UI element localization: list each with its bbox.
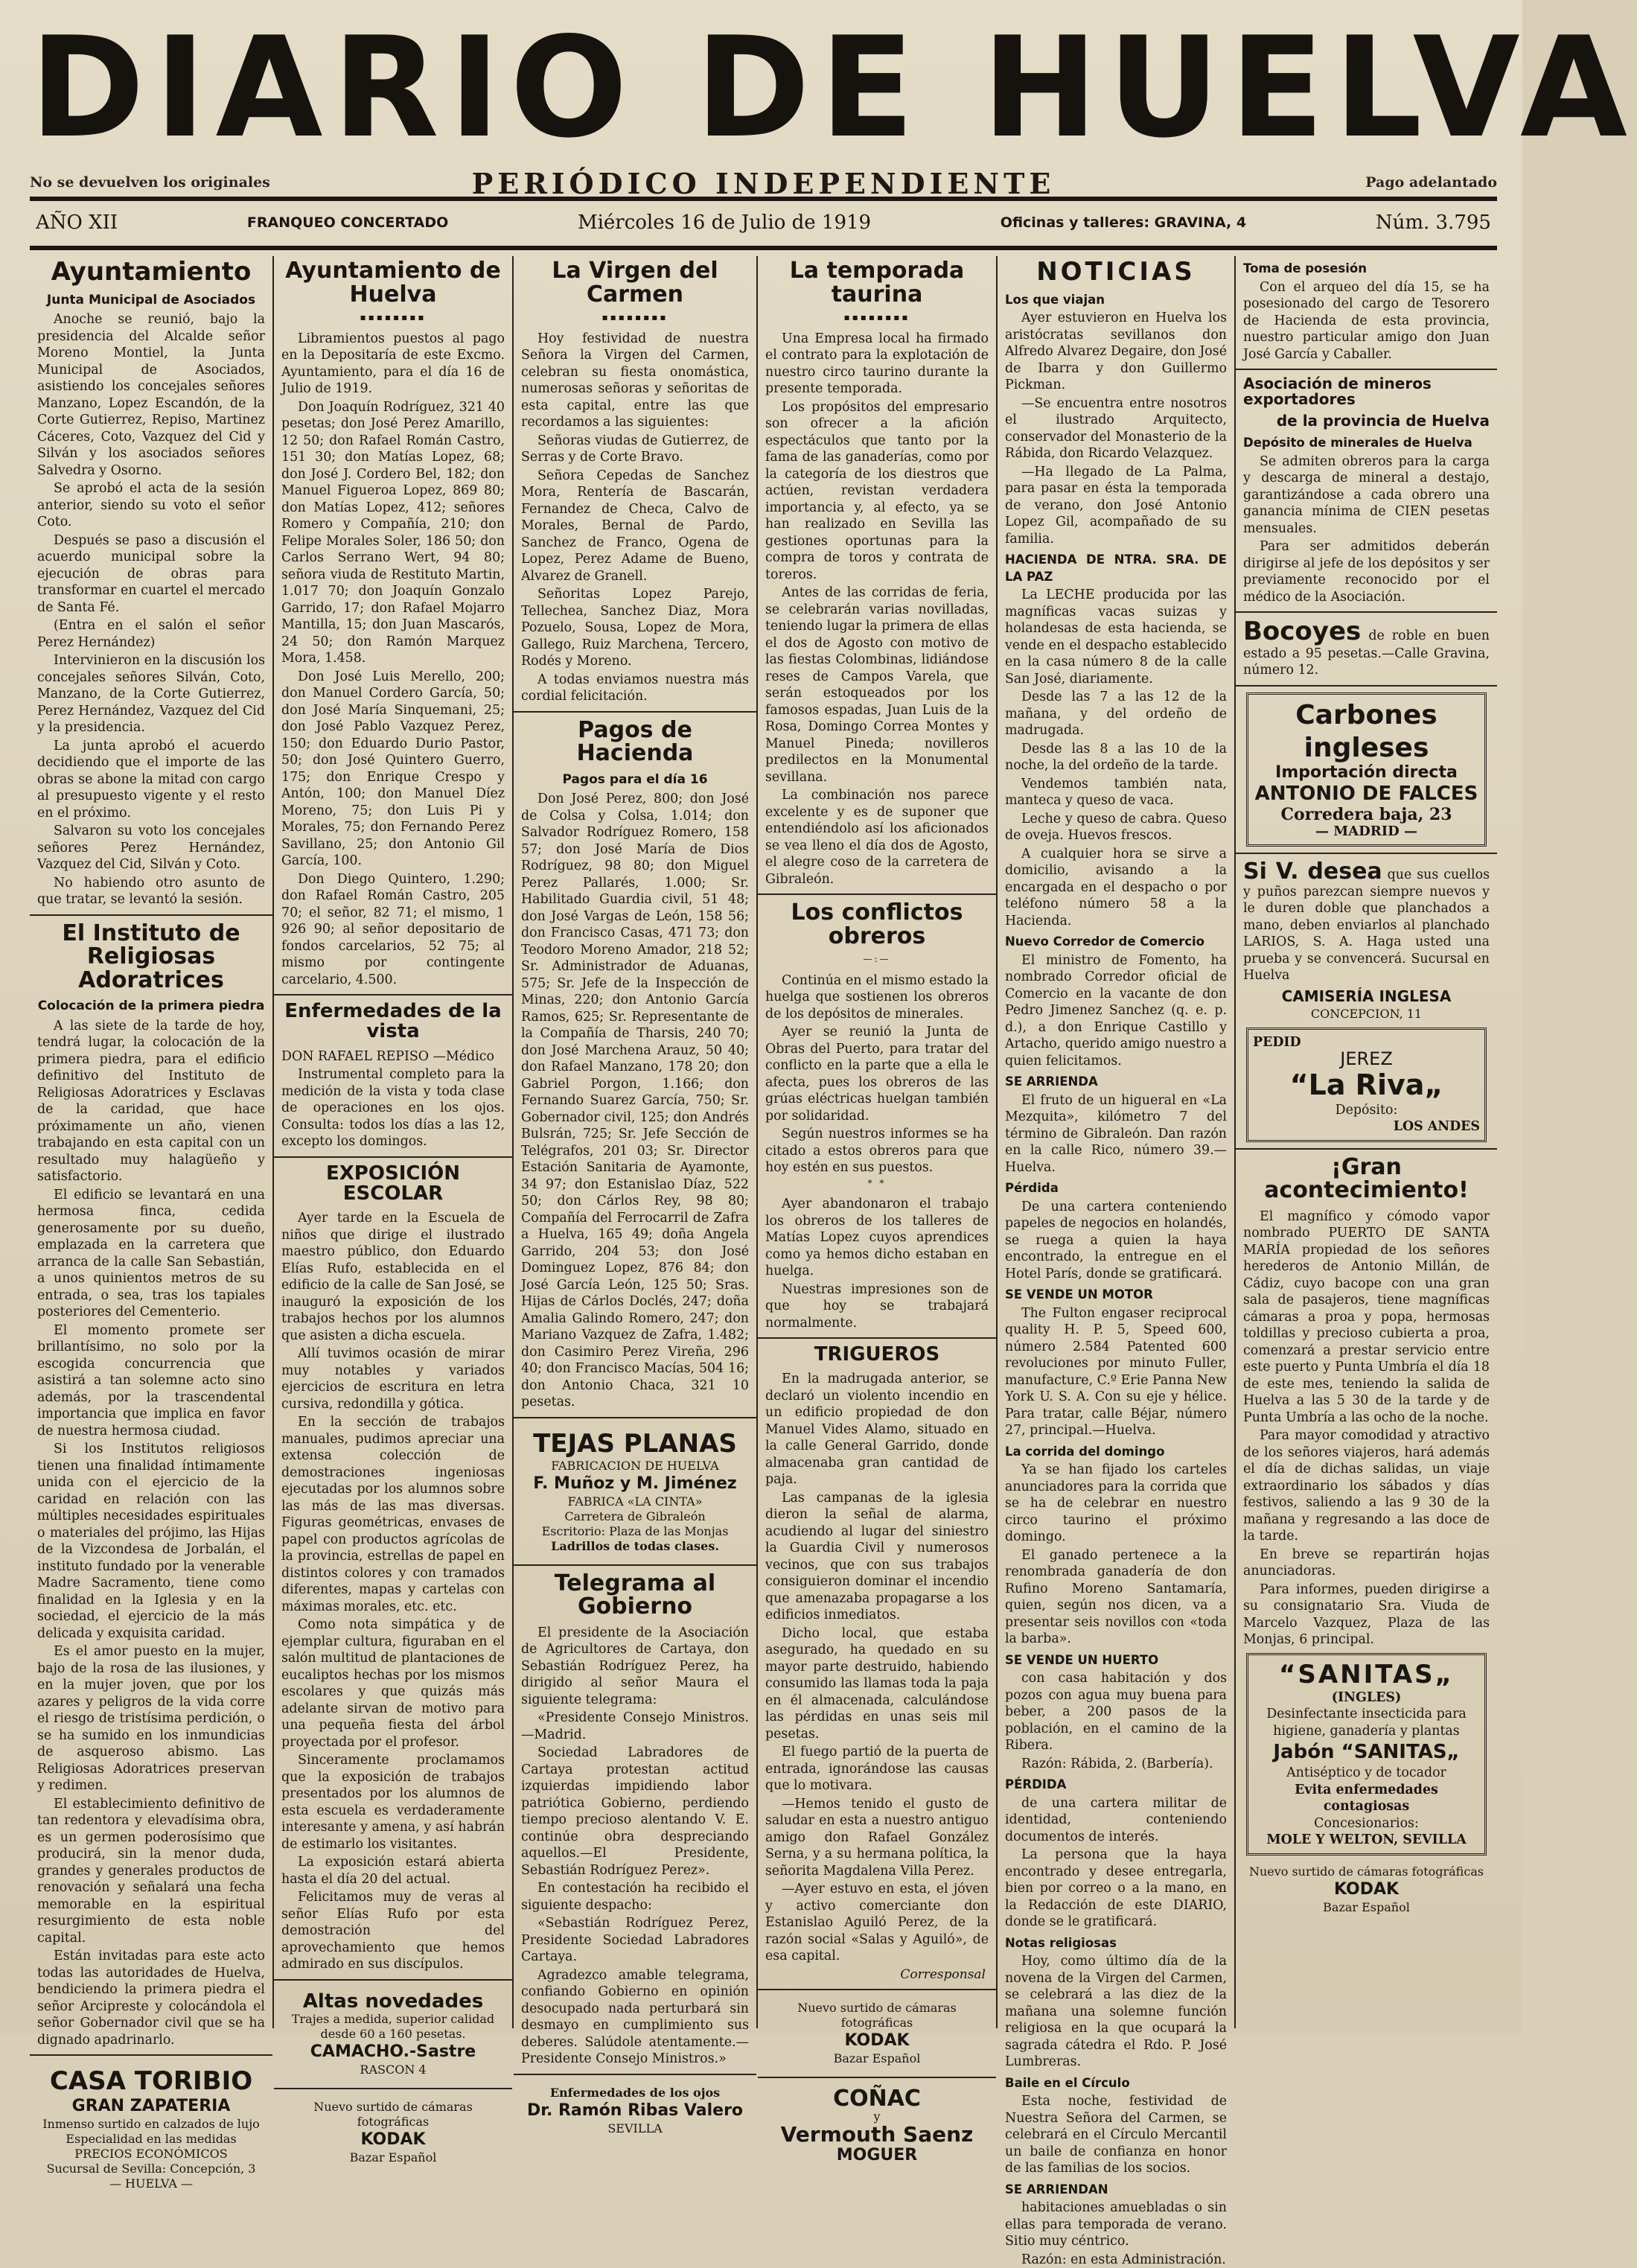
article-heading: de la provincia de Huelva	[1276, 412, 1490, 430]
divider	[1236, 853, 1497, 854]
paragraph: El edificio se levantará en una hermosa finca, cedida generosamente por su dueño, emplazada en la carretera que arranca de la calle San Sebastián, a unos quinientos metros de su entrada, o sea, tras los tapiales posteriores del Cementerio.	[37, 1187, 265, 1320]
ad-line: Enfermedades de los ojos	[549, 2085, 721, 2100]
issue-date: Miércoles 16 de Julio de 1919	[577, 211, 872, 234]
article-heading: Pagos de Hacienda	[576, 716, 694, 766]
column-3	[514, 256, 758, 2135]
paragraph: Hoy festividad de nuestra Señora la Virgen del Carmen, celebran su fiesta onomástica, numerosas señoras y señoritas de esta capital, entre las que recordamos a las siguientes:	[521, 331, 749, 430]
news-subhead: SE VENDE UN MOTOR	[1005, 1287, 1153, 1302]
ad-line: Sucursal de Sevilla: Concepción, 3	[46, 2162, 256, 2176]
divider	[758, 893, 996, 895]
ad-heading: Enfermedades de la vista	[284, 1000, 502, 1043]
news-subhead: SE VENDE UN HUERTO	[1005, 1652, 1159, 1667]
info-bar	[30, 204, 1497, 241]
article-heading: Los conflictos obreros	[791, 899, 963, 949]
paragraph: El fuego partió de la puerta de entrada, ignorándose las causas que lo motivara.	[765, 1745, 989, 1794]
ad-line: Carretera de Gibraleón	[564, 1509, 706, 1523]
ad-line: Corredera baja, 23	[1280, 805, 1452, 825]
article-kicker: Pagos para el día 16	[562, 771, 708, 787]
news-subhead: SE ARRIENDA	[1005, 1074, 1098, 1089]
column-2	[274, 256, 514, 2165]
news-subhead: Notas religiosas	[1005, 1935, 1117, 1950]
paragraph: —Hemos tenido el gusto de saludar en esta a nuestro antiguo amigo don Rafael González Serna, y a su hermana política, la señorita Magdalena Villa Perez.	[765, 1796, 989, 1879]
paragraph: Para mayor comodidad y atractivo de los señores viajeros, hará además el día de dichas salidas, un viaje extraordinario los sábados y días festivos, saliendo a las 9 30 de la mañana y regresando a las doce de la tarde.	[1243, 1428, 1490, 1544]
divider	[758, 1337, 996, 1339]
ad-line: Nuevo surtido de cámaras fotográficas	[797, 2001, 957, 2030]
masthead-right-note: Pago adelantado	[1365, 174, 1497, 191]
divider	[514, 1564, 756, 1566]
paragraph: Desde las 7 a las 12 de la mañana, y del ordeño de madrugada.	[1005, 689, 1227, 739]
ad-kodak	[281, 2095, 505, 2170]
ad-line: que sus cuellos y puños parezcan siempre nuevos y le duren doble que planchados a mano, deben enviarlos al planchado LARIOS, S. A. Haga usted una prueba y se convencerá. Sucursal en Huelva	[1243, 867, 1490, 984]
ad-title: “La Riva„	[1289, 1068, 1443, 1101]
newspaper-title: DIARIO DE HUELVA	[30, 7, 1637, 168]
paragraph: El magnífico y cómodo vapor nombrado PUERTO DE SANTA MARÍA propiedad de los señores herederos de Antonio Millán, de Cádiz, cuyo bacope con una gran sala de pasajeros, tiene magníficas cámaras a proa y popa, hermosas toldillas y precioso cubierta a proa, comenzará a prestar servicio entre este puerto y Punta Umbría el día 18 de este mes, teniendo la salida de Huelva a las 5 30 de la tarde y de Punta Umbría a las ocho de la noche.	[1243, 1208, 1490, 1425]
ad-line: Bazar Español	[349, 2150, 437, 2165]
ad-line: Importación directa	[1275, 762, 1458, 782]
ad-line: Bazar Español	[1323, 1899, 1410, 1914]
paragraph: Don José Luis Merello, 200; don Manuel Cordero García, 50; don José María Sinquemani, 25; don José Pablo Vazquez Perez, 150; don Eduardo Durio Pastor, 50; don José Quintero Guerro, 175; don Enrique Crespo y Antón, 100; don Manuel Díez Moreno, 75; don Luis Pi y Morales, 75; don Fernando Perez Savillano, 25; don Antonio Gil García, 100.	[281, 669, 505, 868]
paragraph: Razón: Rábida, 2. (Barbería).	[1021, 1756, 1213, 1771]
ad-line: Concesionarios:	[1314, 1815, 1419, 1831]
paragraph: A todas enviamos nuestra más cordial felicitación.	[521, 672, 749, 704]
news-subhead: HACIENDA DE NTRA. SRA. DE LA PAZ	[1005, 552, 1227, 584]
article-heading: EXPOSICIÓN ESCOLAR	[326, 1162, 460, 1205]
ad-kodak	[765, 1996, 989, 2071]
ornament: —:—	[863, 954, 891, 964]
paragraph: Después se paso a discusión el acuerdo municipal sobre la ejecución de obras para transformar en cuartel el mercado de Santa Fé.	[37, 532, 265, 615]
news-subhead: Pérdida	[1005, 1181, 1059, 1196]
ad-sanitas	[1246, 1653, 1487, 1856]
paragraph: «Presidente Consejo Ministros.—Madrid.	[521, 1710, 749, 1742]
paragraph: La junta aprobó el acuerdo decidiendo que el importe de las obras se abone la mitad con cargo al presupuesto vigente y el resto en el próximo.	[37, 738, 265, 821]
paragraph: A cualquier hora se sirve a domicilio, avisando a la encargada en el despacho o por teléfono número 58 a la Hacienda.	[1005, 846, 1227, 928]
paragraph: Ayer tarde en la Escuela de niños que dirige el ilustrado maestro público, don Eduardo Elías Rufo, establecida en el edificio de la calle de San José, se inauguró la exposición de los trabajos hechos por los alumnos que asisten a dicha escuela.	[281, 1211, 505, 1343]
divider	[1236, 1148, 1497, 1150]
paragraph: Felicitamos muy de veras al señor Elías Rufo por esta demostración del aprovechamiento que hemos admirado en sus discípulos.	[281, 1890, 505, 1972]
paragraph: El ganado pertenece a la renombrada ganadería de don Rufino Moreno Santamaría, quien, según nos dicen, va a presentar seis novillos con «toda la barba».	[1005, 1547, 1227, 1647]
news-subhead: Depósito de minerales de Huelva	[1243, 436, 1472, 450]
paragraph: Señoritas Lopez Parejo, Tellechea, Sanchez Diaz, Mora Pozuelo, Sousa, Lopez de Mora, Gallego, Ruiz Marchena, Tercero, Rodés y Moreno.	[521, 587, 749, 669]
column-1	[30, 256, 274, 2191]
paragraph: Se aprobó el acta de la sesión anterior, siendo su voto el señor Coto.	[37, 481, 265, 530]
paragraph: Si los Institutos religiosos tienen una finalidad íntimamente unida con el ejercicio de la caridad en relación con las múltiples necesidades espirituales o materiales del prójimo, las Hijas de la Vizcondesa de Jorbalán, el instituto fundado por la venerable Madre Sacramento, tiene como finalidad en la Iglesia y en la sociedad, el ejercicio de la más delicada y exquisita caridad.	[37, 1442, 265, 1641]
ad-line: MOLE Y WELTON, SEVILLA	[1266, 1832, 1467, 1848]
news-subhead: Los que viajan	[1005, 292, 1105, 307]
paragraph: Es el amor puesto en la mujer, bajo de la rosa de las ilusiones, y en la mujer joven, que por los azares y peligros de la vida corre el riesgo de tristísima perdición, o se ha sumido en los inmundicias de asqueroso abismo. Las Religiosas Adoratrices preservan y redimen.	[37, 1644, 265, 1794]
divider	[274, 1156, 512, 1158]
paragraph: con casa habitación y dos pozos con agua muy buena para beber, a 200 pasos de la población, en el camino de la Ribera.	[1005, 1671, 1227, 1753]
ad-title: Si V. desea	[1243, 859, 1382, 885]
paragraph: Don Joaquín Rodríguez, 321 40 pesetas; don José Perez Amarillo, 12 50; don Rafael Román Castro, 151 30; don Matías Lopez, 68; don José J. Cordero Bel, 182; don Manuel Figueroa Lopez, 869 80; don Matías Lopez, 412; señores Romero y Compañía, 210; don Felipe Morales Soler, 186 50; don Carlos Serrano Wert, 94 80; señora viuda de Restituto Martin, 1.017 70; don Joaquín Gonzalo Garrido, 17; don Rafael Mojarro Mantilla, 15; don Juan Mascarós, 24 50; don Ramón Marquez Mora, 1.458.	[281, 399, 505, 666]
ad-name: CAMISERÍA INGLESA	[1281, 987, 1452, 1005]
section-heading-noticias: NOTICIAS	[1036, 257, 1196, 287]
paragraph: El ministro de Fomento, ha nombrado Corredor oficial de Comercio en la vacante de don Pedro Jimenez Sanchez (q. e. p. d.), a don Enrique Castillo y Artacho, querido amigo nuestro a quien felicitamos.	[1005, 952, 1227, 1068]
news-subhead: Baile en el Círculo	[1005, 2075, 1130, 2090]
ad-bocoyes	[1243, 619, 1490, 679]
ad-name: KODAK	[1333, 1879, 1400, 1899]
ad-line: PRECIOS ECONÓMICOS	[74, 2147, 228, 2162]
divider	[30, 914, 272, 916]
paragraph: Están invitadas para este acto todas las autoridades de Huelva, bendiciendo la primera piedra el señor Arcipreste y colocándola el señor Gobernador civil que se ha dignado apadrinarlo.	[37, 1949, 265, 2048]
column-5	[998, 256, 1236, 2267]
paragraph: A las siete de la tarde de hoy, tendrá lugar, la colocación de la primera piedra, para el edificio definitivo del Instituto de Religiosas Adoratrices y Esclavas de la caridad, que hace próximamente un año, vienen trabajando en esta capital con un resultado muy halagüeño y satisfactorio.	[37, 1018, 265, 1185]
paragraph: —Ha llegado de La Palma, para pasar en ésta la temporada de verano, don José Antonio Lopez Gil, acompañado de su familia.	[1005, 464, 1227, 547]
paragraph: Intervinieron en la discusión los concejales señores Silván, Coto, Manzano, de la Corte Gutierrez, Perez Hernández, Vazquez del Cid y la presidencia.	[37, 653, 265, 736]
article-heading: Ayuntamiento de Huelva	[285, 258, 501, 308]
ad-line: Ladrillos de todas clases.	[551, 1538, 719, 1553]
ad-line: Escritorio: Plaza de las Monjas	[541, 1523, 729, 1538]
ad-address	[1243, 984, 1490, 1023]
ad-line: DON RAFAEL REPISO —Médico	[281, 1048, 494, 1064]
paragraph: Antes de las corridas de feria, se celebrarán varias novilladas, teniendo lugar la primera de ellas el dos de Agosto con motivo de las fiestas Colombinas, lidiándose reses de Campos Varela, que serán estoqueados por los famosos espadas, Juan Luis de la Rosa, Domingo Correa Montes y Manuel Pineda; novilleros predilectos en la Monumental sevillana.	[765, 585, 989, 785]
ad-line: Evita enfermedades contagiosas	[1295, 1782, 1438, 1815]
ad-title: Carbones ingleses	[1295, 699, 1437, 763]
paragraph: En la sección de trabajos manuales, pudimos apreciar una extensa colección de demostraciones ingeniosas ejecutadas por los alumnos sobre las más de las mas diversas. Figuras geométricas, envases de papel con productos agrícolas de la provincia, estrellas de papel en distintos colores y con tramados diferentes, mapas y cartelas con máximas morales, etc. etc.	[281, 1415, 505, 1614]
news-subhead: Nuevo Corredor de Comercio	[1005, 934, 1205, 949]
paragraph: —Ayer estuvo en esta, el jóven y activo comerciante don Estanislao Aguiló Perez, de la razón social «Salas y Aguiló», de esa capital.	[765, 1882, 989, 1964]
paragraph: Agradezco amable telegrama, confiando Gobierno en opinión desocupado nada perturbará sin desmayo en cumplimiento sus deberes. Salúdole atentamente.—Presidente Consejo Ministros.»	[521, 1967, 749, 2066]
ornament: * *	[867, 1177, 887, 1188]
signature: Corresponsal	[900, 1966, 986, 1982]
ad-line: Especialidad en las medidas	[66, 2132, 237, 2147]
newspaper-subtitle: PERIÓDICO INDEPENDIENTE	[471, 167, 1056, 200]
ad-line: SEVILLA	[607, 2121, 663, 2135]
news-subhead: PÉRDIDA	[1005, 1777, 1067, 1792]
ad-line: Trajes a medida, superior calidad desde 60 a 160 pesetas.	[291, 2011, 495, 2041]
ad-line: Nuevo surtido de cámaras fotográficas	[313, 2099, 473, 2129]
column-4	[758, 256, 998, 2165]
divider	[758, 2077, 996, 2078]
paragraph: Una Empresa local ha firmado el contrato para la explotación de nuestro circo taurino durante la presente temporada.	[765, 331, 989, 396]
divider	[1236, 611, 1497, 613]
ad-line: FABRICA «LA CINTA»	[567, 1494, 703, 1509]
year-label: AÑO XII	[36, 211, 118, 234]
ad-carbones-ingleses	[1246, 692, 1487, 847]
column-6	[1236, 256, 1497, 2028]
article-heading: La temporada taurina	[789, 258, 965, 308]
ad-line: LOS ANDES	[1393, 1119, 1480, 1135]
ad-name: CAMACHO.-Sastre	[310, 2042, 476, 2061]
divider	[514, 711, 756, 713]
ad-ribas-valero	[521, 2081, 749, 2141]
ad-subtitle: GRAN ZAPATERIA	[71, 2097, 231, 2116]
article-heading: ¡Gran acontecimiento!	[1264, 1153, 1469, 1204]
paragraph: Sinceramente proclamamos que la exposición de trabajos presentados por los alumnos de esta escuela es verdaderamente interesante y amena, y así habrán de estimarlo los visitantes.	[281, 1753, 505, 1852]
ad-line: de roble en buen estado a 95 pesetas.—Calle Gravina, número 12.	[1243, 628, 1490, 678]
masthead	[30, 6, 1637, 200]
ad-line: Bazar Español	[833, 2051, 921, 2066]
paragraph: Para informes, pueden dirigirse a su consignatario Sra. Viuda de Marcelo Vazquez, Plaza de las Monjas, 6 principal.	[1243, 1581, 1490, 1648]
ad-city: MOGUER	[836, 2146, 918, 2165]
ad-casa-toribio	[37, 2062, 265, 2196]
article-heading: Ayuntamiento	[51, 257, 252, 287]
ad-title: Altas novedades	[302, 1990, 484, 2013]
masthead-left-note: No se devuelven los originales	[30, 174, 270, 191]
ad-line: Inmenso surtido en calzados de lujo	[42, 2117, 260, 2132]
ad-kodak	[1243, 1860, 1490, 1920]
paragraph: Nuestras impresiones son de que hoy se trabajará normalmente.	[765, 1281, 989, 1331]
ad-title: Bocoyes	[1243, 617, 1362, 646]
paragraph: En contestación ha recibido el siguiente despacho:	[521, 1881, 749, 1913]
ad-line: y	[873, 2109, 881, 2124]
ad-line: — MADRID —	[1315, 823, 1418, 839]
paragraph: Ayer estuvieron en Huelva los aristócratas sevillanos don Alfredo Alvarez Degaire, don José de Ibarra y don Guillermo Pickman.	[1005, 310, 1227, 393]
ornament: ▪▪▪▪▪▪▪▪	[843, 312, 910, 322]
paragraph: Los propósitos del empresario son ofrecer a la afición espectáculos que tanto por la fama de las ganaderías, como por la categoría de los diestros que actúen, revistan verdadera importancia y, al efecto, ya se han realizado en Sevilla las gestiones oportunas para la compra de toros y contrata de toreros.	[765, 399, 989, 582]
paragraph: Ya se han fijado los carteles anunciadores para la corrida que se ha de celebrar en nuestro circo taurino el próximo domingo.	[1005, 1462, 1227, 1545]
ad-title: “SANITAS„	[1279, 1659, 1454, 1689]
ornament: ▪▪▪▪▪▪▪▪	[601, 312, 668, 322]
article-kicker: Junta Municipal de Asociados	[46, 292, 256, 308]
ad-line: CONCEPCION, 11	[1310, 1006, 1423, 1021]
paragraph: El presidente de la Asociación de Agricultores de Cartaya, don Sebastián Rodríguez Perez, ha dirigido al señor Maura el siguiente telegrama:	[521, 1625, 749, 1707]
paragraph: El momento promete ser brillantísimo, no solo por la escogida concurrencia que asistirá a tan solemne acto sino además, por la trascendental importancia que implica en favor de nuestra hermosa ciudad.	[37, 1322, 265, 1439]
paragraph: Señora Cepedas de Sanchez Mora, Rentería de Bascarán, Fernandez de Checa, Calvo de Morales, Bernal de Pardo, Sanchez de Franco, Ogena de Lopez, Perez Adame de Bueno, Alvarez de Granell.	[521, 468, 749, 584]
ad-title: CASA TORIBIO	[49, 2066, 253, 2097]
paragraph: Señoras viudas de Gutierrez, de Serras y de Corte Bravo.	[521, 433, 749, 465]
paragraph: La combinación nos parece excelente y es de suponer que entendiéndolo así los aficionados se vea lleno el día dos de Agosto, el alegre coso de la carretera de Gibraleón.	[765, 788, 989, 887]
paragraph: Allí tuvimos ocasión de mirar muy notables y variados ejercicios de escritura en letra cursiva, redondilla y gótica.	[281, 1346, 505, 1412]
ad-line: PEDID	[1253, 1034, 1301, 1050]
ad-jerez-la-riva	[1246, 1028, 1487, 1142]
divider	[1236, 685, 1497, 687]
ad-larios	[1243, 860, 1490, 1023]
ad-line: Depósito:	[1335, 1102, 1398, 1118]
paragraph: La LECHE producida por las magníficas vacas suizas y holandesas de esta hacienda, se vende en el despacho establecido en la casa número 8 de la calle San José, diariamente.	[1005, 587, 1227, 687]
paragraph: (Entra en el salón el señor Perez Hernández)	[37, 618, 265, 650]
paragraph: habitaciones amuebladas o sin ellas para temporada de verano. Sitio muy céntrico.	[1005, 2200, 1227, 2249]
ad-name: Vermouth Saenz	[780, 2122, 974, 2147]
ad-name: ANTONIO DE FALCES	[1254, 783, 1478, 806]
paragraph: The Fulton engaser reciprocal quality H. P. 5, Speed 600, número 2.584 Patented 600 revoluciones por minuto Fuller, manufacture, C.º Erie Panna New York U. S. A. Con su eje y hélice. Para tratar, calle Béjar, número 27, principal.—Huelva.	[1005, 1305, 1227, 1439]
ad-tejas-planas	[521, 1424, 749, 1558]
paragraph: Hoy, como último día de la novena de la Virgen del Carmen, se celebrará a las diez de la mañana una solemne función religiosa en la que ocupará la sagrada cátedra el Rdo. P. José Lumbreras.	[1005, 1954, 1227, 2070]
ad-name: F. Muñoz y M. Jiménez	[533, 1474, 737, 1493]
paragraph: Instrumental completo para la medición de la vista y toda clase de operaciones en los ojos. Consulta: todos los días a las 12, excepto los domingos.	[281, 1067, 505, 1150]
ad-name: Dr. Ramón Ribas Valero	[526, 2100, 744, 2120]
ad-conac-saenz	[765, 2084, 989, 2170]
paragraph: Para ser admitidos deberán dirigirse al jefe de los depósitos y ser previamente reconocido por el médico de la Asociación.	[1243, 539, 1490, 605]
paragraph: Leche y queso de cabra. Queso de oveja. Huevos frescos.	[1005, 811, 1227, 844]
paragraph: El fruto de un higueral en «La Mezquita», kilómetro 7 del término de Gibraleón. Dan razón en la calle Rico, número 39.—Huelva.	[1005, 1092, 1227, 1175]
ad-line: Antiséptico y de tocador	[1286, 1765, 1446, 1781]
ad-camacho	[281, 1987, 505, 2082]
paragraph: Desde las 8 a las 10 de la noche, la del ordeño de la tarde.	[1005, 741, 1227, 774]
paragraph: Las campanas de la iglesia dieron la señal de alarma, acudiendo al lugar del siniestro la Guardia Civil y numerosos vecinos, que con sus trabajos consiguieron dominar el incendio que amenazaba propagarse a los edificios inmediatos.	[765, 1490, 989, 1623]
ad-name: KODAK	[844, 2031, 910, 2051]
divider	[30, 2054, 272, 2056]
paragraph: No habiendo otro asunto de que tratar, se levantó la sesión.	[37, 875, 265, 908]
paragraph: Anoche se reunió, bajo la presidencia del Alcalde señor Moreno Montiel, la Junta Municipal de Asociados, asistiendo los concejales señores Manzano, Lopez Escandón, de la Corte Gutierrez, Repiso, Martinez Cáceres, Coto, Vazquez del Cid y Silván y los asociados señores Salvedra y Osorno.	[37, 312, 265, 478]
paragraph: Esta noche, festividad de Nuestra Señora del Carmen, se celebrará en el Círculo Mercantil un baile de confianza en honor de las familias de los socios.	[1005, 2094, 1227, 2176]
paragraph: Continúa en el mismo estado la huelga que sostienen los obreros de los depósitos de minerales.	[765, 972, 989, 1022]
paragraph: Dicho local, que estaba asegurado, ha quedado en su mayor parte destruido, habiendo consumido las llamas toda la paja en él almacenada, calculándose las pérdidas en unas seis mil pesetas.	[765, 1625, 989, 1742]
paragraph: La exposición estará abierta hasta el día 20 del actual.	[281, 1855, 505, 1887]
divider	[274, 2088, 512, 2089]
paragraph: En breve se repartirán hojas anunciadoras.	[1243, 1546, 1490, 1579]
paragraph: En la madrugada anterior, se declaró un violento incendio en un edificio propiedad de don Manuel Vides Alamo, situado en la calle General Garrido, donde almacenaba gran cantidad de paja.	[765, 1372, 989, 1488]
paragraph: Sociedad Labradores de Cartaya protestan actitud izquierdas impidiendo labor patriótica Gobierno, perdiendo tiempo precioso alentando V. E. continúe obra despreciando aquellos.—El Presidente, Sebastián Rodríguez Perez».	[521, 1745, 749, 1878]
paragraph: Razón: en esta Administración.	[1021, 2252, 1226, 2267]
article-heading: La Virgen del Carmen	[552, 258, 718, 308]
article-heading: TRIGUEROS	[814, 1343, 940, 1366]
bottom-rule	[30, 246, 1497, 250]
ad-line: Desinfectante insecticida para higiene, ganadería y plantas	[1266, 1707, 1467, 1739]
ad-line: Nuevo surtido de cámaras fotográficas	[1248, 1864, 1484, 1879]
ornament: ▪▪▪▪▪▪▪▪	[360, 312, 427, 322]
divider	[758, 1989, 996, 1990]
ad-title: COÑAC	[833, 2086, 921, 2112]
ad-line: JEREZ	[1340, 1048, 1393, 1070]
columns	[30, 256, 1497, 2267]
paragraph: Según nuestros informes se ha citado a estos obreros para que hoy estén en sus puestos.	[765, 1127, 989, 1175]
paragraph: de una cartera militar de identidad, conteniendo documentos de interés.	[1005, 1795, 1227, 1844]
franqueo-label: FRANQUEO CONCERTADO	[246, 214, 449, 231]
ad-title: TEJAS PLANAS	[533, 1428, 737, 1459]
news-subhead: La corrida del domingo	[1005, 1444, 1165, 1459]
ad-line: (INGLES)	[1331, 1689, 1402, 1705]
ad-name: Jabón “SANITAS„	[1273, 1741, 1460, 1764]
paragraph: Con el arqueo del día 15, se ha posesionado del cargo de Tesorero de Hacienda de esta provincia, nuestro particular amigo don Juan José García y Caballer.	[1243, 279, 1490, 362]
divider	[514, 1417, 756, 1418]
ad-line: — HUELVA —	[109, 2176, 194, 2191]
paragraph: —Se encuentra entre nosotros el ilustrado Arquitecto, conservador del Monasterio de la Rábida, don Ricardo Velazquez.	[1005, 395, 1227, 462]
paragraph: Como nota simpática y de ejemplar cultura, figuraban en el salón multitud de plantaciones de eucaliptos hechas por los mismos escolares y que quizás más adelante sirvan de motivo para una pequeña fiesta del árbol proyectada por el profesor.	[281, 1617, 505, 1750]
divider	[514, 2074, 756, 2075]
offices-label: Oficinas y talleres: GRAVINA, 4	[1000, 214, 1247, 231]
paragraph: Salvaron su voto los concejales señores Perez Hernández, Vazquez del Cid, Silván y Coto.	[37, 824, 265, 873]
paragraph: Don Diego Quintero, 1.290; don Rafael Román Castro, 205 70; el señor, 82 71; el mismo, 1 926 90; al señor depositario de fondos carcelarios, 52 75; al mismo por contingente carcelario, 4.500.	[281, 871, 505, 987]
paragraph: «Sebastián Rodríguez Perez, Presidente Sociedad Labradores Cartaya.	[521, 1916, 749, 1964]
paragraph: Ayer se reunió la Junta de Obras del Puerto, para tratar del conflicto en la parte que a ella le afecta, pues los obreros de las grúas eléctricas huelgan también por solidaridad.	[765, 1025, 989, 1124]
paragraph: El establecimiento definitivo de tan redentora y elevadísima obra, es un germen poderosísimo que producirá, sin la menor duda, grandes y generales productos de renovación y señalará una fecha memorable en la espiritual resurgimiento de esta noble capital.	[37, 1796, 265, 1946]
paragraph: Ayer abandonaron el trabajo los obreros de los talleres de Matías Lopez cuyos aprendices como ya hemos dicho estaban en huelga.	[765, 1197, 989, 1278]
ad-line: RASCON 4	[360, 2062, 427, 2077]
issue-number: Núm. 3.795	[1375, 211, 1491, 234]
article-heading: Telegrama al Gobierno	[554, 1570, 716, 1619]
divider	[274, 1979, 512, 1981]
divider	[274, 994, 512, 996]
paragraph: Se admiten obreros para la carga y descarga de mineral a destajo, garantizándose a cada obrero una ganancia mínima de CIEN pesetas mensuales.	[1243, 453, 1490, 536]
ad-name: KODAK	[360, 2130, 426, 2149]
article-heading: El Instituto de Religiosas Adoratrices	[62, 920, 240, 993]
paragraph: Libramientos puestos al pago en la Depositaría de este Excmo. Ayuntamiento, para el día 16 de Julio de 1919.	[281, 331, 505, 396]
news-subhead: Toma de posesión	[1243, 261, 1367, 275]
paragraph: De una cartera conteniendo papeles de negocios en holandés, se ruega a quien la haya encontrado, la entregue en el Hotel París, donde se gratificará.	[1005, 1199, 1227, 1281]
ad-line: FABRICACION DE HUELVA	[551, 1458, 719, 1473]
news-subhead: SE ARRIENDAN	[1005, 2182, 1108, 2197]
paragraph: Vendemos también nata, manteca y queso de vaca.	[1005, 776, 1227, 809]
article-kicker: Colocación de la primera piedra	[37, 998, 265, 1014]
divider	[1236, 369, 1497, 370]
paragraph: La persona que la haya encontrado y desee entregarla, bien por correo o a la mano, en la Redacción de este DIARIO, donde se le gratificará.	[1005, 1847, 1227, 1930]
article-heading: Asociación de mineros exportadores	[1243, 375, 1432, 408]
paragraph: Don José Perez, 800; don José de Colsa y Colsa, 1.014; don Salvador Rodríguez Romero, 158 57; don José María de Dios Rodríguez, 98 80; don Miguel Perez Pallarés, 1.000; Sr. Habilitado Guardia civil, 51 48; don José Vargas de León, 158 56; don Francisco Casas, 471 73; don Teodoro Moreno Amador, 218 52; Sr. Administrador de Aduanas, 575; Sr. Jefe de la Inspección de Minas, 220; don Antonio García Ramos, 625; Sr. Representante de la Compañía de Tharsis, 240 70; don José Marchena Arauz, 50 40; don Rafael Manzano, 178 20; don Gabriel Porgon, 1.166; don Fernando Suarez García, 750; Sr. Gobernador civil, 125; don Andrés Bulsrán, 725; Sr. Jefe Sección de Telégrafos, 201 03; Sr. Director Estación Sanitaria de Ayamonte, 34 97; don Estanislao Díaz, 522 50; don Cárlos Rey, 98 80; Compañía del Ferrocarril de Zafra a Huelva, 165 49; doña Angela Garrido, 204 53; don José Dominguez Lopez, 876 84; don José García León, 125 50; Sras. Hijas de Cárlos Doclés, 247; doña Amalia Galindo Romero, 247; don Mariano Vazquez de Zafra, 1.482; don Casimiro Perez Vireña, 296 40; don Francisco Macías, 504 16; don Antonio Chaca, 321 10 pesetas.	[521, 791, 749, 1409]
